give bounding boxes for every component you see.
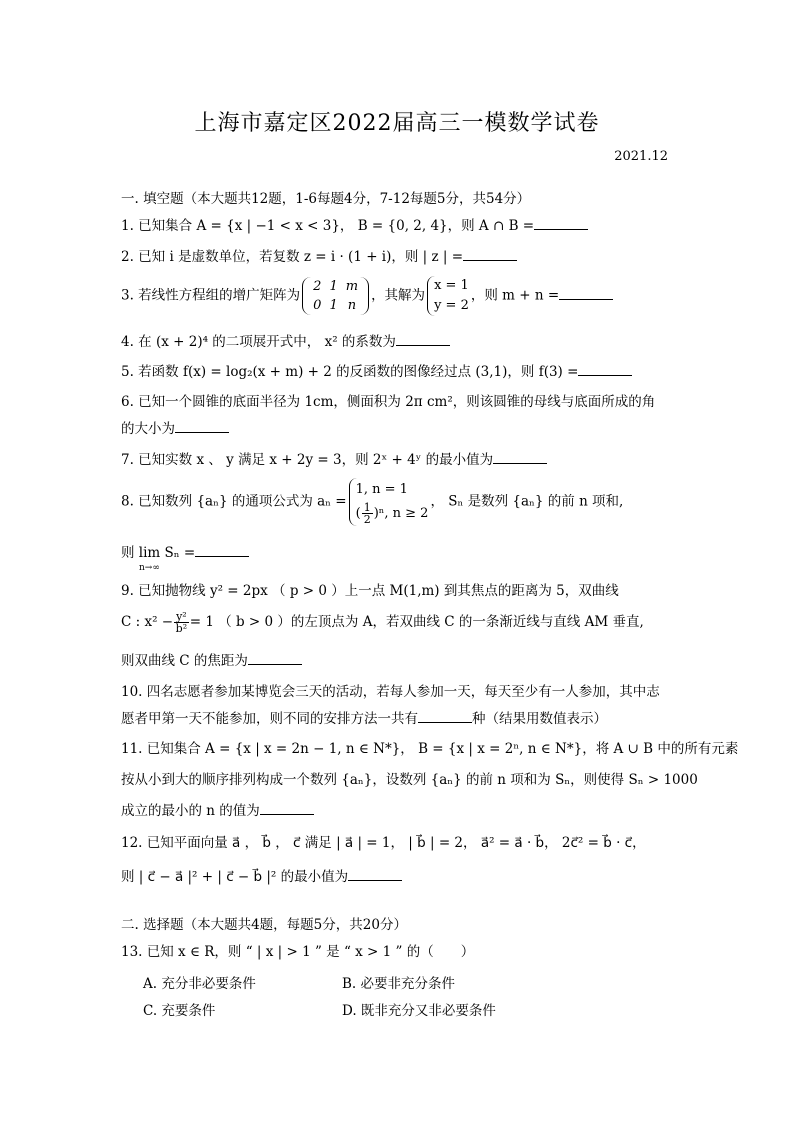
augmented-matrix: 2 1 m 0 1 n — [302, 277, 369, 315]
answer-blank[interactable] — [534, 218, 588, 230]
question-13: 13. 已知 x ∈ R，则 “ | x | > 1 ” 是 “ x > 1 ” 的（ ） — [121, 944, 475, 960]
answer-blank[interactable] — [348, 869, 402, 881]
question-6-line-1: 6. 已知一个圆锥的底面半径为 1cm，侧面积为 2π cm²，则该圆锥的母线与底面所成的角 — [121, 394, 656, 410]
question-8-limit: 则 lim Sₙ = n→∞ — [121, 544, 249, 562]
question-12-line-1: 12. 已知平面向量 a⃗ ， b⃗ ， c⃗ 满足 | a⃗ | = 1， | b⃗ | = 2， a⃗² = a⃗ · b⃗， 2c⃗² = b⃗ · c⃗， — [121, 835, 646, 851]
question-11-line-1: 11. 已知集合 A = {x | x = 2n − 1, n ∈ N*}， B = {x | x = 2ⁿ, n ∈ N*}，将 A ∪ B 中的所有元素 — [121, 741, 739, 757]
question-3: 3. 若线性方程组的增广矩阵为 2 1 m 0 1 n ，其解为 x = 1 y = 2 ，则 m + n = — [121, 276, 613, 316]
answer-blank[interactable] — [493, 452, 547, 464]
answer-blank[interactable] — [396, 334, 450, 346]
section-2-heading: 二. 选择题（本大题共4题，每题5分，共20分） — [121, 917, 407, 933]
option-b[interactable]: B. 必要非充分条件 — [342, 976, 456, 992]
answer-blank[interactable] — [195, 545, 249, 557]
answer-blank[interactable] — [260, 803, 314, 815]
answer-blank[interactable] — [578, 364, 632, 376]
question-2: 2. 已知 i 是虚数单位，若复数 z = i · (1 + i)，则 | z | = — [121, 248, 517, 266]
answer-blank[interactable] — [175, 421, 229, 433]
answer-blank[interactable] — [248, 653, 302, 665]
option-d[interactable]: D. 既非充分又非必要条件 — [342, 1003, 496, 1019]
question-5: 5. 若函数 f(x) = log₂(x + m) + 2 的反函数的图像经过点 (3,1)，则 f(3) = — [121, 363, 632, 381]
piecewise-formula: 1, n = 1 ( $\frac{1}{2}$ )ⁿ, n ≥ 2 — [349, 478, 429, 526]
question-9-line-1: 9. 已知抛物线 y² = 2px （ p > 0 ）上一点 M(1,m) 到其焦点的距离为 5，双曲线 — [121, 583, 619, 599]
question-10-line-1: 10. 四名志愿者参加某博览会三天的活动，若每人参加一天，每天至少有一人参加，其中志 — [121, 684, 660, 700]
question-11-line-3: 成立的最小的 n 的值为 — [121, 802, 314, 820]
answer-blank[interactable] — [463, 249, 517, 261]
limit-subscript: n→∞ — [139, 563, 160, 573]
option-c[interactable]: C. 充要条件 — [143, 1003, 216, 1019]
exam-date: 2021.12 — [614, 149, 668, 164]
question-11-line-2: 按从小到大的顺序排列构成一个数列 {aₙ}，设数列 {aₙ} 的前 n 项和为 Sₙ，则使得 Sₙ > 1000 — [121, 772, 698, 788]
option-a[interactable]: A. 充分非必要条件 — [143, 976, 256, 992]
question-7: 7. 已知实数 x 、 y 满足 x + 2y = 3，则 2ˣ + 4ʸ 的最小值为 — [121, 451, 547, 469]
page-title: 上海市嘉定区2022届高三一模数学试卷 — [194, 111, 600, 136]
question-4: 4. 在 (x + 2)⁴ 的二项展开式中， x² 的系数为 — [121, 333, 450, 351]
question-9-line-2: C : x² − $\frac{\text{y²}}{\text{b²}}$ = 1 （ b > 0 ）的左顶点为 A，若双曲线 C 的一条渐近线与直线 AM 垂直, — [121, 610, 644, 635]
question-6-line-2: 的大小为 — [121, 420, 229, 438]
answer-blank[interactable] — [559, 288, 613, 300]
answer-blank[interactable] — [418, 711, 472, 723]
question-1: 1. 已知集合 A = {x | −1 < x < 3}， B = {0, 2, 4}，则 A ∩ B = — [121, 217, 588, 235]
solution-system: x = 1 y = 2 — [427, 276, 469, 316]
question-12-line-2: 则 | c⃗ − a⃗ |² + | c⃗ − b⃗ |² 的最小值为 — [121, 868, 402, 886]
question-10-line-2: 愿者甲第一天不能参加，则不同的安排方法一共有 种（结果用数值表示） — [121, 711, 607, 727]
section-1-heading: 一. 填空题（本大题共12题，1-6每题4分，7-12每题5分，共54分） — [121, 191, 531, 207]
question-9-line-3: 则双曲线 C 的焦距为 — [121, 652, 302, 670]
question-8: 8. 已知数列 {aₙ} 的通项公式为 aₙ = 1, n = 1 ( $\frac{1}{2}$ )ⁿ, n ≥ 2 ， Sₙ 是数列 {aₙ} 的前 n 项和, — [121, 478, 623, 526]
